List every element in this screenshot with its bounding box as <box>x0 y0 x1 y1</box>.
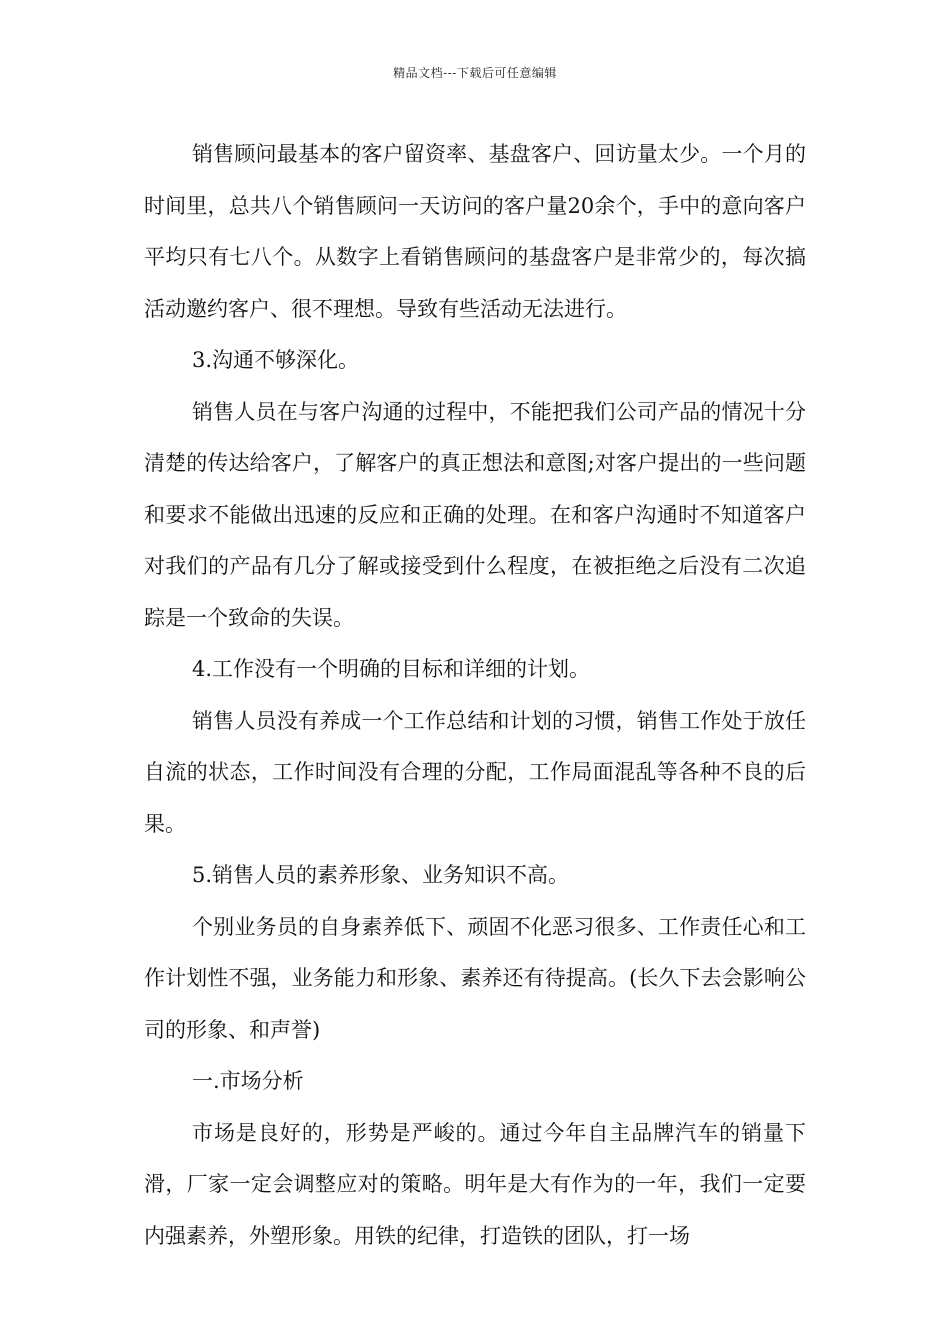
page-header: 精品文档---下载后可任意编辑 <box>393 66 557 80</box>
paragraph-market-analysis: 市场是良好的，形势是严峻的。通过今年自主品牌汽车的销量下滑，厂家一定会调整应对的策略。明年是大有作为的一年，我们一定要内强素养，外塑形象。用铁的纪律，打造铁的团队，打一场 <box>144 1120 806 1248</box>
heading-goals-plans: 4.工作没有一个明确的目标和详细的计划。 <box>192 657 591 681</box>
paragraph-communication: 销售人员在与客户沟通的过程中，不能把我们公司产品的情况十分清楚的传达给客户，了解客户的真正想法和意图;对客户提出的一些问题和要求不能做出迅速的反应和正确的处理。在和客户沟通时不知道客户对我们的产品有几分了解或接受到什么程度，在被拒绝之后没有二次追踪是一个致命的失误。 <box>144 399 806 630</box>
heading-staff-quality: 5.销售人员的素养形象、业务知识不高。 <box>192 863 570 887</box>
document-body <box>144 129 806 1262</box>
heading-market-analysis: 一.市场分析 <box>192 1069 304 1093</box>
paragraph-staff-quality: 个别业务员的自身素养低下、顽固不化恶习很多、工作责任心和工作计划性不强，业务能力和形象、素养还有待提高。(长久下去会影响公司的形象、和声誉) <box>144 914 806 1042</box>
heading-communication: 3.沟通不够深化。 <box>192 348 360 372</box>
paragraph-customer-base: 销售顾问最基本的客户留资率、基盘客户、回访量太少。一个月的时间里，总共八个销售顾问一天访问的客户量20余个，手中的意向客户平均只有七八个。从数字上看销售顾问的基盘客户是非常少的，每次搞活动邀约客户、很不理想。导致有些活动无法进行。 <box>144 142 806 321</box>
paragraph-goals-plans: 销售人员没有养成一个工作总结和计划的习惯，销售工作处于放任自流的状态，工作时间没有合理的分配，工作局面混乱等各种不良的后果。 <box>144 708 806 836</box>
